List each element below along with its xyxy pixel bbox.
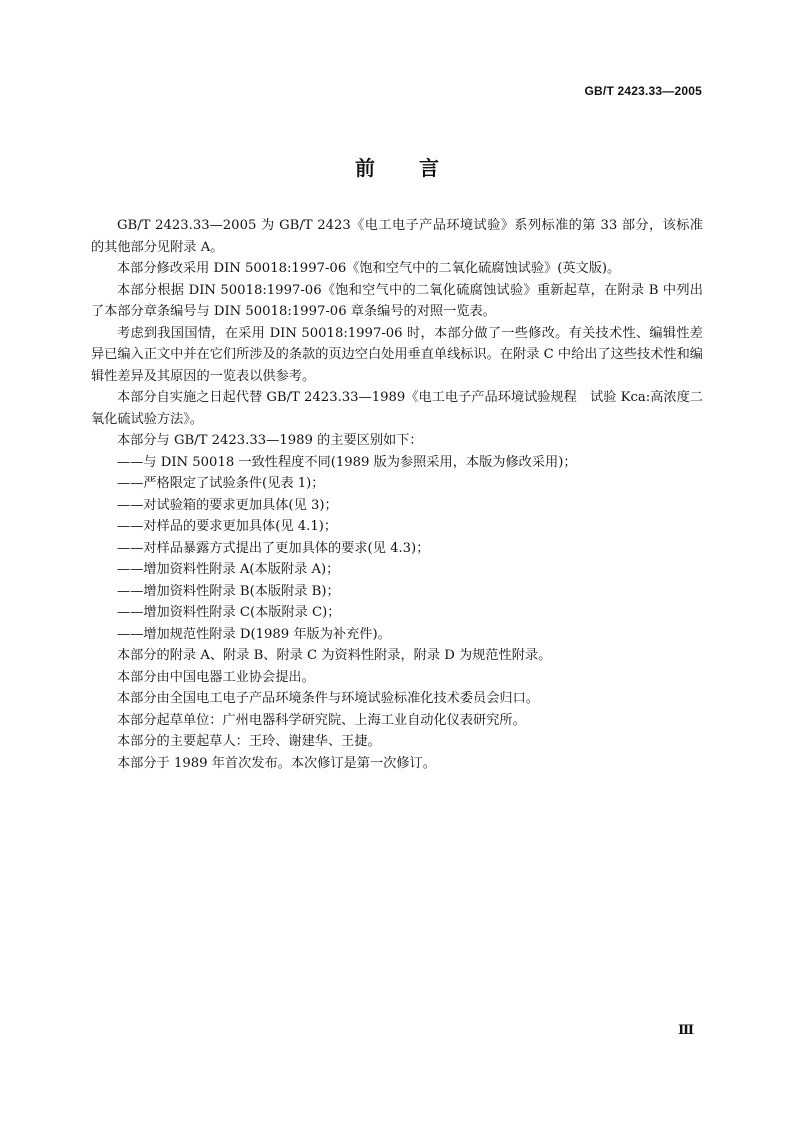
paragraph: 本部分自实施之日起代替 GB/T 2423.33—1989《电工电子产品环境试验规程 试验 Kca:高浓度二氧化硫试验方法》。 xyxy=(91,390,703,427)
paragraph: 本部分于 1989 年首次发布。本次修订是第一次修订。 xyxy=(117,755,436,771)
paragraph: 本部分修改采用 DIN 50018:1997-06《饱和空气中的二氧化硫腐蚀试验》(英文版)。 xyxy=(117,261,621,276)
page-title: 前言 xyxy=(355,156,483,180)
paragraph: GB/T 2423.33—2005 为 GB/T 2423《电工电子产品环境试验》系列标准的第 33 部分，该标准的其他部分见附录 A。 xyxy=(91,218,703,255)
paragraph: 本部分根据 DIN 50018:1997-06《饱和空气中的二氧化硫腐蚀试验》重新起草，在附录 B 中列出了本部分章条编号与 DIN 50018:1997-06 章条编号的对照一览表。 xyxy=(91,282,703,319)
difference-item: ——严格限定了试验条件(见表 1)； xyxy=(117,476,325,491)
paragraph: 考虑到我国国情，在采用 DIN 50018:1997-06 时，本部分做了一些修改。有关技术性、编辑性差异已编入正文中并在它们所涉及的条款的页边空白处用垂直单线标识。在附录 C 中给出了这些技术性和编辑性差异及其原因的一览表以供参考。 xyxy=(91,325,703,384)
paragraph: 本部分由中国电器工业协会提出。 xyxy=(117,669,315,685)
paragraph: 本部分的附录 A、附录 B、附录 C 为资料性附录，附录 D 为规范性附录。 xyxy=(117,648,552,663)
document-body xyxy=(91,215,703,774)
difference-item: ——与 DIN 50018 一致性程度不同(1989 版为参照采用，本版为修改采用)； xyxy=(117,454,577,470)
difference-item: ——增加资料性附录 C(本版附录 C)； xyxy=(117,605,341,620)
paragraph: 本部分的主要起草人：王玲、谢建华、王捷。 xyxy=(117,734,381,749)
page-number: Ⅲ xyxy=(678,1022,694,1037)
difference-item: ——对样品暴露方式提出了更加具体的要求(见 4.3)； xyxy=(117,540,430,556)
difference-item: ——增加资料性附录 A(本版附录 A)； xyxy=(117,562,340,577)
difference-item: ——对试验箱的要求更加具体(见 3)； xyxy=(117,497,338,513)
paragraph: 本部分起草单位：广州电器科学研究院、上海工业自动化仪表研究所。 xyxy=(117,712,526,728)
difference-item: ——增加规范性附录 D(1989 年版为补充件)。 xyxy=(117,626,391,642)
paragraph: 本部分与 GB/T 2423.33—1989 的主要区别如下： xyxy=(117,433,423,448)
paragraph: 本部分由全国电工电子产品环境条件与环境试验标准化技术委员会归口。 xyxy=(117,691,539,706)
difference-item: ——对样品的要求更加具体(见 4.1)； xyxy=(117,519,338,534)
standard-code: GB/T 2423.33—2005 xyxy=(584,84,702,98)
difference-item: ——增加资料性附录 B(本版附录 B)； xyxy=(117,583,340,599)
